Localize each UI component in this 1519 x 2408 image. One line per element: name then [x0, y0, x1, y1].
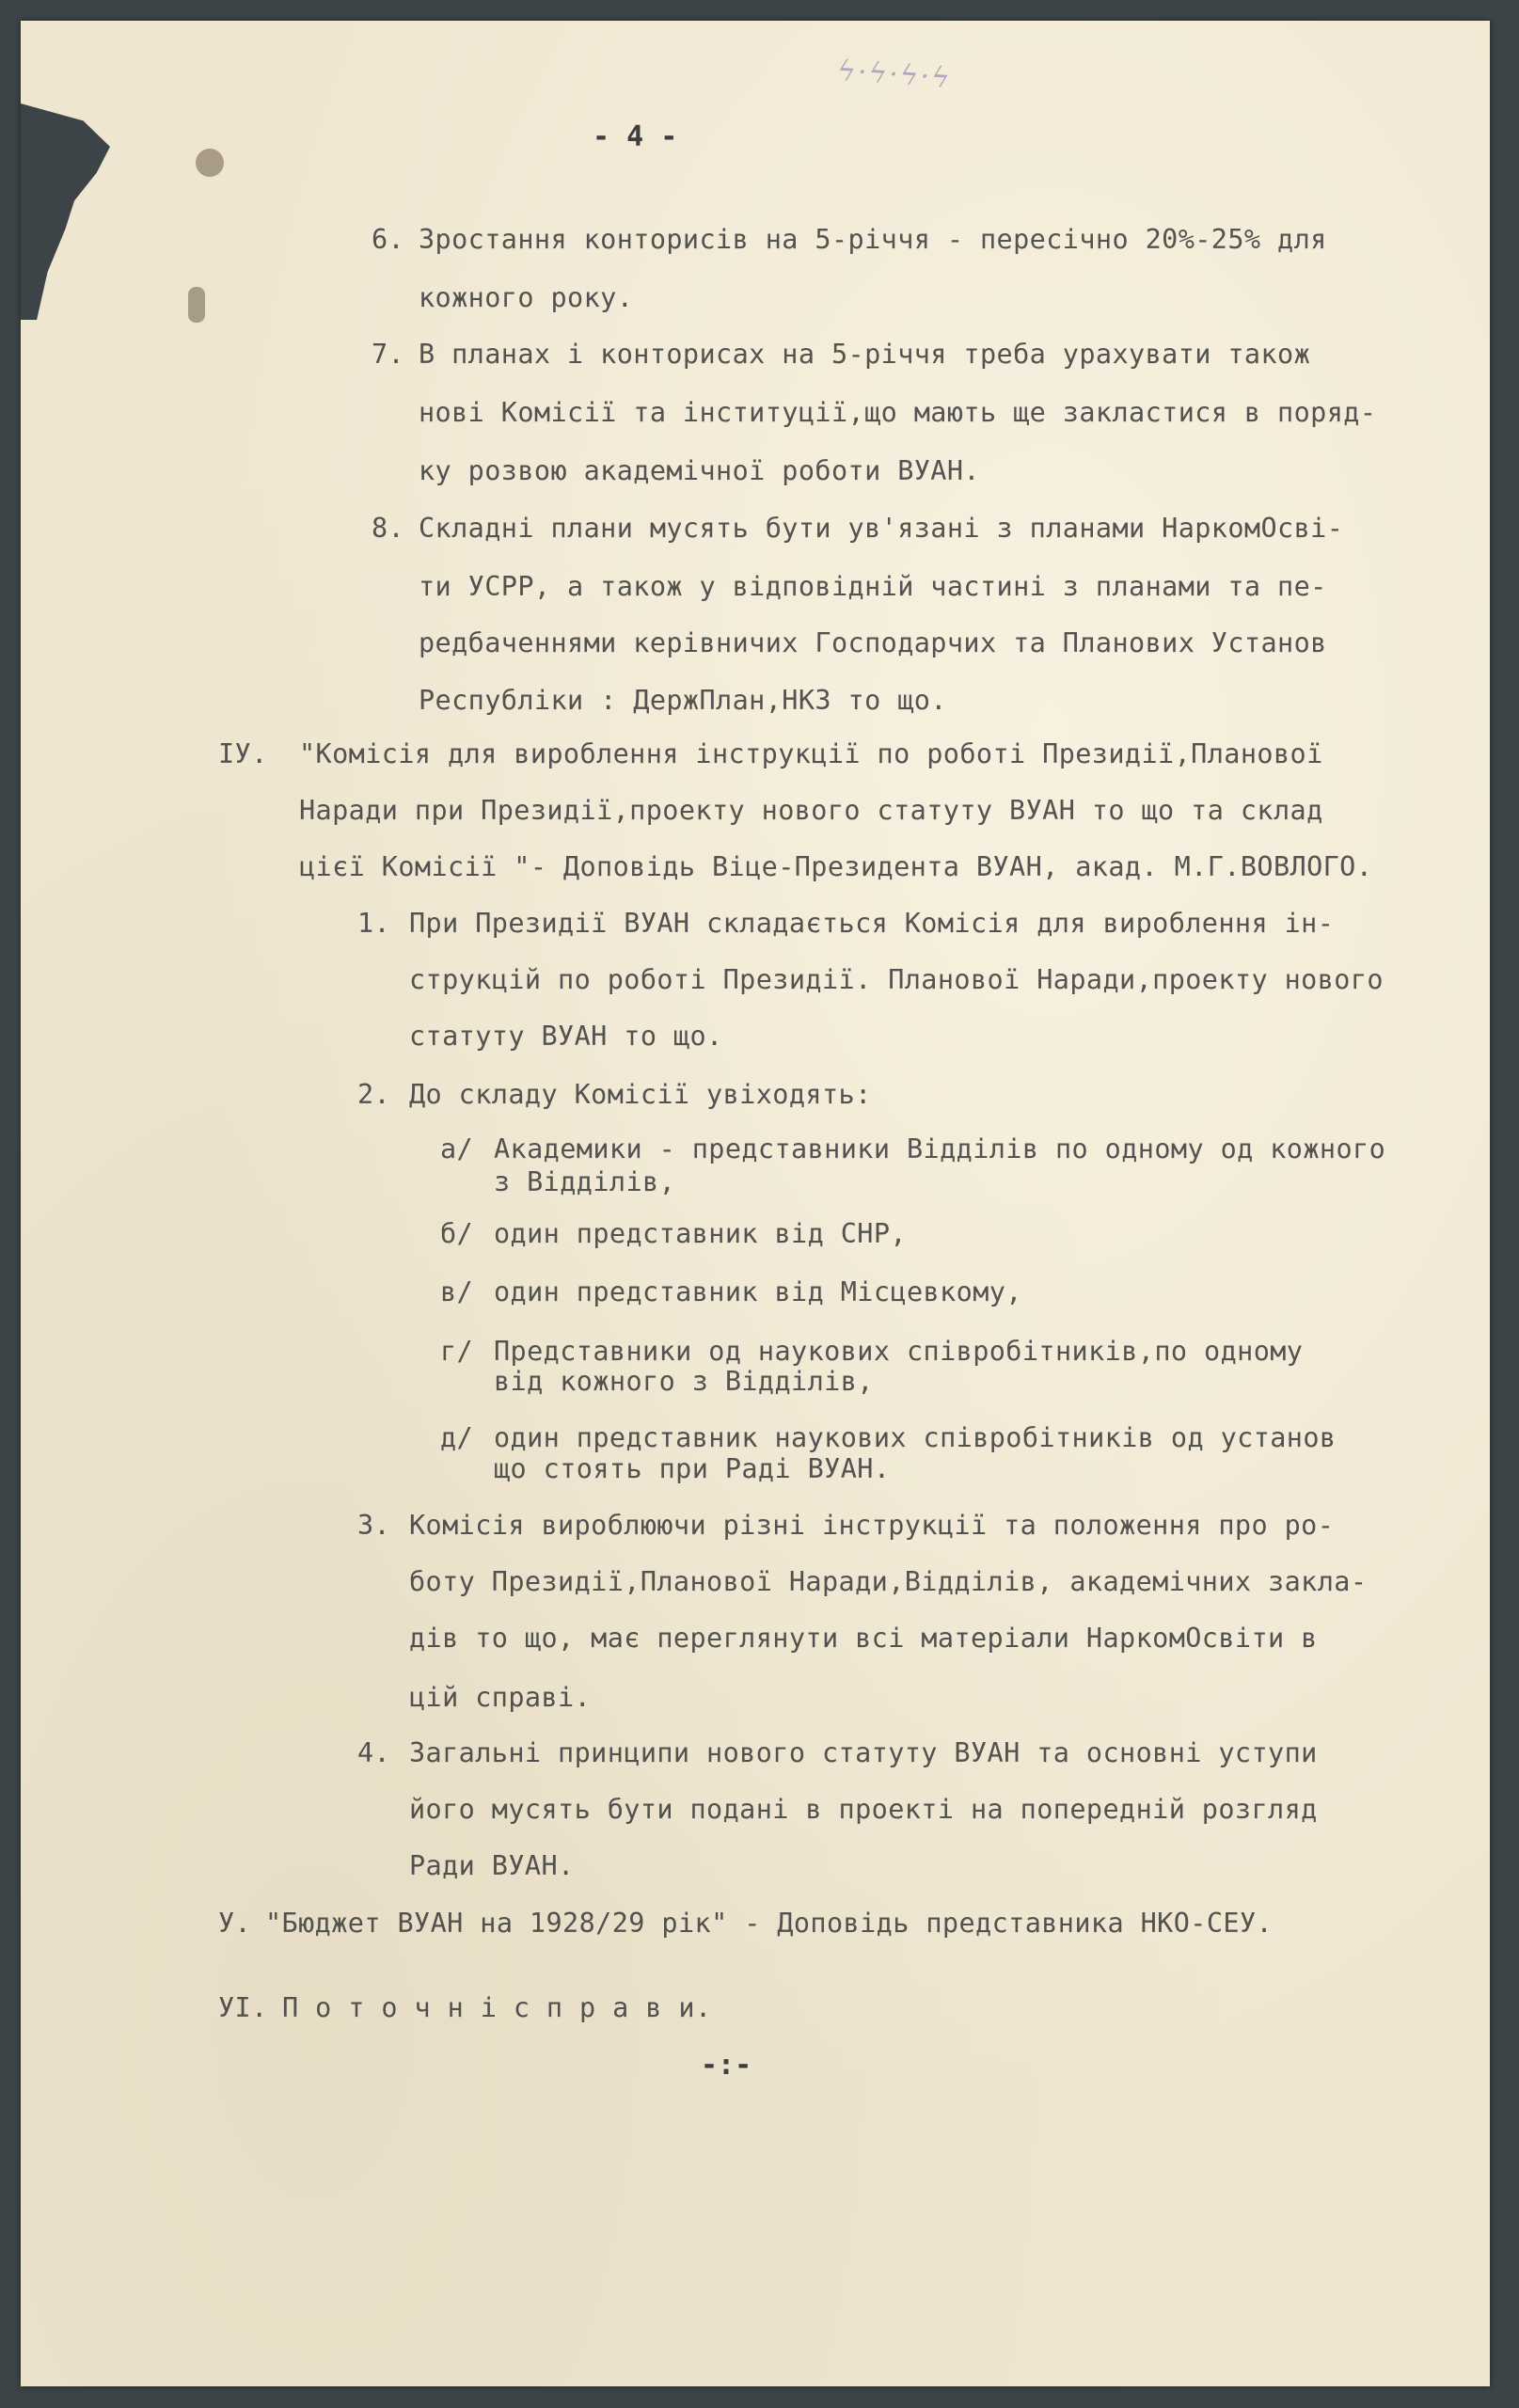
subpoint-mark: а/: [440, 1133, 474, 1164]
section-number: УІ.: [218, 1992, 268, 2023]
item-text: ти УСРР, а також у відповідній частині з планами та пе-: [419, 571, 1327, 602]
item-text: нові Комісії та інституції,що мають ще закластися в поряд-: [419, 397, 1377, 428]
item-text: редбаченнями керівничих Господарчих та Планових Установ: [419, 627, 1327, 658]
pencil-note: ϟ·ϟ·ϟ·ϟ: [835, 54, 953, 96]
subpoint-mark: в/: [440, 1276, 474, 1307]
point-text: цій справі.: [409, 1682, 592, 1713]
subpoint-text: Представники од наукових співробітників,по одному: [494, 1336, 1304, 1367]
section-number: ІУ.: [218, 738, 268, 769]
point-text: його мусять бути подані в проекті на попередній розгляд: [409, 1794, 1318, 1825]
section-number: У.: [218, 1908, 252, 1939]
item-text: ку розвою академічної роботи ВУАН.: [419, 455, 980, 486]
point-number: 4.: [357, 1737, 391, 1768]
subpoint-mark: д/: [440, 1422, 474, 1453]
punch-hole: [196, 149, 224, 177]
point-number: 2.: [357, 1079, 391, 1110]
point-text: При Президії ВУАН складається Комісія для вироблення ін-: [409, 908, 1335, 939]
page-number: - 4 -: [593, 120, 678, 153]
item-text: В планах і конторисах на 5-річчя треба урахувати також: [419, 339, 1311, 370]
section-heading: "Бюджет ВУАН на 1928/29 рік" - Доповідь представника НКО-СЕУ.: [265, 1908, 1274, 1939]
subpoint-text: Академики - представники Відділів по одному од кожного: [494, 1133, 1386, 1164]
point-text: Комісія вироблюючи різні інструкції та положення про ро-: [409, 1510, 1335, 1541]
subpoint-text: що стоять при Раді ВУАН.: [494, 1453, 891, 1484]
subpoint-text: один представник наукових співробітників од установ: [494, 1422, 1337, 1453]
item-text: Складні плани мусять бути ув'язані з планами НаркомОсві-: [419, 513, 1344, 544]
subpoint-text: один представник від СНР,: [494, 1218, 907, 1249]
point-number: 1.: [357, 908, 391, 939]
point-number: 3.: [357, 1510, 391, 1541]
subpoint-mark: б/: [440, 1218, 474, 1249]
section-heading: цієї Комісії "- Доповідь Віце-Президента ВУАН, акад. М.Г.ВОВЛОГО.: [299, 851, 1373, 882]
item-text: кожного року.: [419, 282, 634, 313]
point-text: Загальні принципи нового статуту ВУАН та основні уступи: [409, 1737, 1318, 1768]
item-text: Республіки : ДержПлан,НКЗ то що.: [419, 685, 947, 716]
item-number: 7.: [372, 339, 405, 370]
point-text: дів то що, має переглянути всі матеріали НаркомОсвіти в: [409, 1623, 1318, 1654]
subpoint-text: від кожного з Відділів,: [494, 1366, 874, 1397]
subpoint-text: з Відділів,: [494, 1166, 676, 1197]
point-text: боту Президії,Планової Наради,Відділів, академічних закла-: [409, 1566, 1368, 1597]
subpoint-text: один представник від Місцевкому,: [494, 1276, 1022, 1307]
item-number: 8.: [372, 513, 405, 544]
section-heading: Наради при Президії,проекту нового статуту ВУАН то що та склад: [299, 795, 1323, 826]
end-mark: -:-: [701, 2049, 752, 2082]
point-text: статуту ВУАН то що.: [409, 1021, 723, 1052]
point-text: До складу Комісії увіходять:: [409, 1079, 872, 1110]
subpoint-mark: г/: [440, 1336, 474, 1367]
section-heading: "Комісія для вироблення інструкції по роботі Президії,Планової: [299, 738, 1323, 769]
section-heading: П о т о ч н і с п р а в и.: [282, 1992, 712, 2023]
point-text: струкцій по роботі Президії. Планової Наради,проекту нового: [409, 964, 1384, 995]
point-text: Ради ВУАН.: [409, 1850, 575, 1881]
item-number: 6.: [372, 224, 405, 255]
punch-hole: [188, 287, 205, 323]
document-page: [21, 21, 1490, 2386]
item-text: Зростання конторисів на 5-річчя - пересічно 20%-25% для: [419, 224, 1327, 255]
